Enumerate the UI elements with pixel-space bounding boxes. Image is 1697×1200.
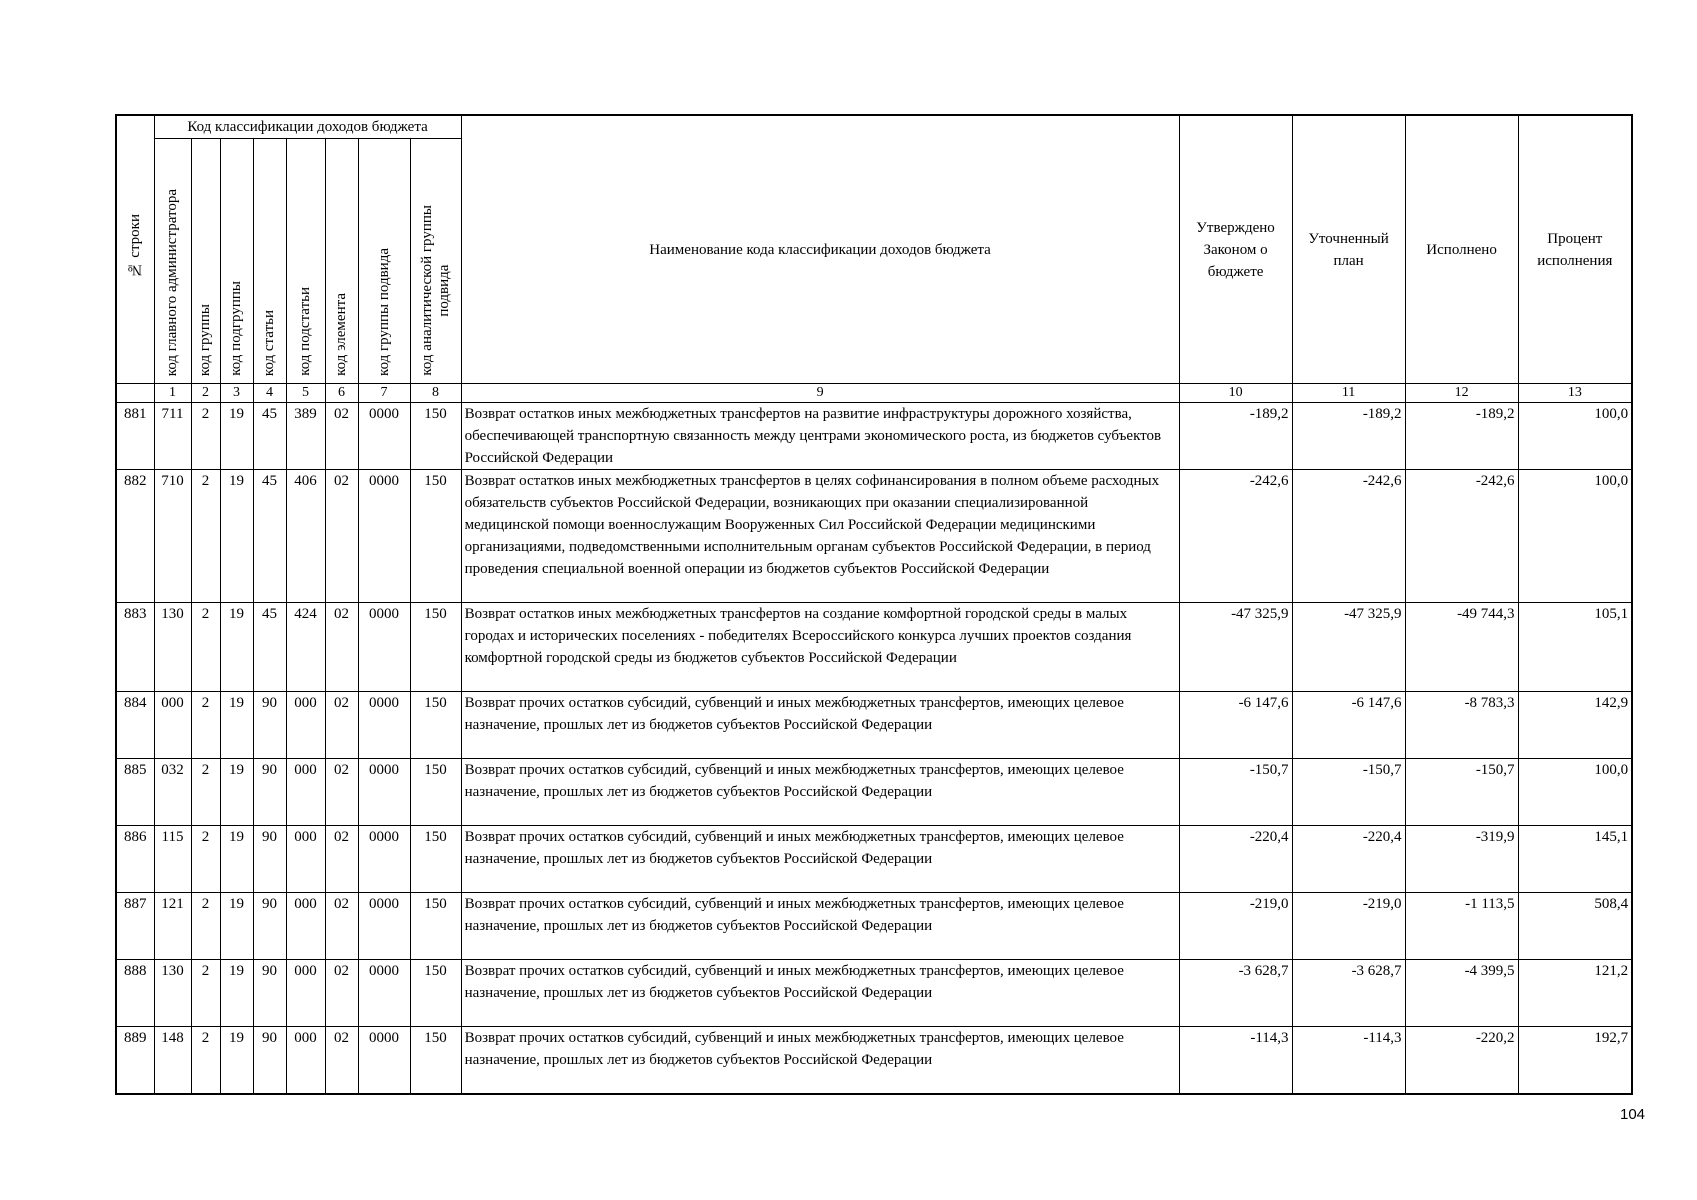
column-number: 3 (220, 384, 253, 403)
percent-column-header: Процент исполнения (1518, 115, 1632, 384)
analytic-group-code-cell: 150 (410, 960, 461, 1027)
executed-value-cell: -49 744,3 (1405, 603, 1518, 692)
subarticle-code-cell: 000 (286, 759, 325, 826)
table-row (116, 692, 1632, 759)
subarticle-code-cell: 424 (286, 603, 325, 692)
plan-value-cell: -242,6 (1292, 470, 1405, 603)
subgroup-code-header: код подгруппы (220, 139, 253, 384)
revenue-name-cell: Возврат остатков иных межбюджетных трансфертов на создание комфортной городской среды в малых городах и исторических поселениях - победителях Всероссийского конкурса лучших проектов создания комфортной городской среды из бюджетов субъектов Российской Федерации (461, 603, 1179, 692)
subtype-group-code-cell: 0000 (358, 960, 410, 1027)
approved-value-cell: -47 325,9 (1179, 603, 1292, 692)
row-number-cell: 882 (116, 470, 154, 603)
element-code-header: код элемента (325, 139, 358, 384)
article-code-cell: 90 (253, 960, 286, 1027)
article-code-cell: 90 (253, 893, 286, 960)
analytic-group-code-cell: 150 (410, 759, 461, 826)
budget-revenue-table (115, 114, 1633, 1095)
column-number: 2 (191, 384, 220, 403)
percent-value-cell: 100,0 (1518, 403, 1632, 470)
column-number: 12 (1405, 384, 1518, 403)
executed-value-cell: -150,7 (1405, 759, 1518, 826)
group-code-cell: 2 (191, 960, 220, 1027)
element-code-cell: 02 (325, 692, 358, 759)
column-number (116, 384, 154, 403)
percent-value-cell: 100,0 (1518, 759, 1632, 826)
approved-value-cell: -114,3 (1179, 1027, 1292, 1095)
article-code-header: код статьи (253, 139, 286, 384)
executed-column-header: Исполнено (1405, 115, 1518, 384)
subgroup-code-cell: 19 (220, 470, 253, 603)
revenue-name-cell: Возврат прочих остатков субсидий, субвенций и иных межбюджетных трансфертов, имеющих целевое назначение, прошлых лет из бюджетов субъектов Российской Федерации (461, 826, 1179, 893)
row-number-cell: 889 (116, 1027, 154, 1095)
subarticle-code-header: код подстатьи (286, 139, 325, 384)
article-code-cell: 90 (253, 759, 286, 826)
row-number-cell: 888 (116, 960, 154, 1027)
group-code-header: код группы (191, 139, 220, 384)
subarticle-code-cell: 406 (286, 470, 325, 603)
column-number: 7 (358, 384, 410, 403)
article-code-cell: 45 (253, 470, 286, 603)
plan-value-cell: -3 628,7 (1292, 960, 1405, 1027)
analytic-group-code-cell: 150 (410, 403, 461, 470)
executed-value-cell: -189,2 (1405, 403, 1518, 470)
admin-code-cell: 711 (154, 403, 191, 470)
analytic-group-code-cell: 150 (410, 603, 461, 692)
group-code-cell: 2 (191, 893, 220, 960)
admin-code-cell: 130 (154, 960, 191, 1027)
percent-value-cell: 121,2 (1518, 960, 1632, 1027)
subtype-group-code-cell: 0000 (358, 1027, 410, 1095)
plan-value-cell: -47 325,9 (1292, 603, 1405, 692)
table-row (116, 826, 1632, 893)
subtype-group-code-cell: 0000 (358, 470, 410, 603)
percent-value-cell: 145,1 (1518, 826, 1632, 893)
table-row (116, 470, 1632, 603)
row-number-cell: 884 (116, 692, 154, 759)
admin-code-cell: 710 (154, 470, 191, 603)
analytic-group-code-cell: 150 (410, 692, 461, 759)
article-code-cell: 90 (253, 1027, 286, 1095)
admin-code-cell: 121 (154, 893, 191, 960)
revenue-name-cell: Возврат прочих остатков субсидий, субвенций и иных межбюджетных трансфертов, имеющих целевое назначение, прошлых лет из бюджетов субъектов Российской Федерации (461, 960, 1179, 1027)
analytic-group-code-header: код аналитической группы подвида (410, 139, 461, 384)
revenue-name-cell: Возврат прочих остатков субсидий, субвенций и иных межбюджетных трансфертов, имеющих целевое назначение, прошлых лет из бюджетов субъектов Российской Федерации (461, 1027, 1179, 1095)
revenue-name-cell: Возврат прочих остатков субсидий, субвенций и иных межбюджетных трансфертов, имеющих целевое назначение, прошлых лет из бюджетов субъектов Российской Федерации (461, 692, 1179, 759)
column-number: 8 (410, 384, 461, 403)
article-code-cell: 45 (253, 403, 286, 470)
row-number-cell: 886 (116, 826, 154, 893)
group-code-cell: 2 (191, 470, 220, 603)
revenue-name-cell: Возврат прочих остатков субсидий, субвенций и иных межбюджетных трансфертов, имеющих целевое назначение, прошлых лет из бюджетов субъектов Российской Федерации (461, 893, 1179, 960)
analytic-group-code-cell: 150 (410, 1027, 461, 1095)
plan-column-header: Уточненный план (1292, 115, 1405, 384)
page-number: 104 (1620, 1106, 1646, 1123)
executed-value-cell: -1 113,5 (1405, 893, 1518, 960)
subtype-group-code-cell: 0000 (358, 826, 410, 893)
element-code-cell: 02 (325, 826, 358, 893)
percent-value-cell: 508,4 (1518, 893, 1632, 960)
plan-value-cell: -189,2 (1292, 403, 1405, 470)
row-number-cell: 887 (116, 893, 154, 960)
approved-value-cell: -150,7 (1179, 759, 1292, 826)
subgroup-code-cell: 19 (220, 960, 253, 1027)
table-row (116, 1027, 1632, 1095)
column-number: 4 (253, 384, 286, 403)
admin-code-cell: 130 (154, 603, 191, 692)
row-number-cell: 881 (116, 403, 154, 470)
admin-code-cell: 148 (154, 1027, 191, 1095)
admin-code-cell: 000 (154, 692, 191, 759)
approved-value-cell: -219,0 (1179, 893, 1292, 960)
plan-value-cell: -6 147,6 (1292, 692, 1405, 759)
group-code-cell: 2 (191, 826, 220, 893)
subtype-group-code-cell: 0000 (358, 403, 410, 470)
plan-value-cell: -114,3 (1292, 1027, 1405, 1095)
group-code-cell: 2 (191, 692, 220, 759)
subarticle-code-cell: 000 (286, 692, 325, 759)
group-code-cell: 2 (191, 759, 220, 826)
column-number-row (116, 384, 1632, 403)
column-number: 9 (461, 384, 1179, 403)
table-row (116, 759, 1632, 826)
row-number-cell: 885 (116, 759, 154, 826)
executed-value-cell: -319,9 (1405, 826, 1518, 893)
subtype-group-code-cell: 0000 (358, 759, 410, 826)
approved-value-cell: -189,2 (1179, 403, 1292, 470)
analytic-group-code-cell: 150 (410, 826, 461, 893)
analytic-group-code-cell: 150 (410, 893, 461, 960)
row-number-cell: 883 (116, 603, 154, 692)
plan-value-cell: -150,7 (1292, 759, 1405, 826)
article-code-cell: 90 (253, 692, 286, 759)
element-code-cell: 02 (325, 893, 358, 960)
admin-code-cell: 032 (154, 759, 191, 826)
admin-code-cell: 115 (154, 826, 191, 893)
percent-value-cell: 105,1 (1518, 603, 1632, 692)
approved-value-cell: -6 147,6 (1179, 692, 1292, 759)
table-row (116, 403, 1632, 470)
plan-value-cell: -219,0 (1292, 893, 1405, 960)
classification-code-group-header: Код классификации доходов бюджета (154, 115, 461, 139)
approved-value-cell: -242,6 (1179, 470, 1292, 603)
subgroup-code-cell: 19 (220, 1027, 253, 1095)
article-code-cell: 90 (253, 826, 286, 893)
subgroup-code-cell: 19 (220, 692, 253, 759)
name-column-header: Наименование кода классификации доходов бюджета (461, 115, 1179, 384)
group-code-cell: 2 (191, 603, 220, 692)
subgroup-code-cell: 19 (220, 603, 253, 692)
column-number: 5 (286, 384, 325, 403)
executed-value-cell: -4 399,5 (1405, 960, 1518, 1027)
group-code-cell: 2 (191, 1027, 220, 1095)
percent-value-cell: 142,9 (1518, 692, 1632, 759)
executed-value-cell: -8 783,3 (1405, 692, 1518, 759)
approved-column-header: Утверждено Законом о бюджете (1179, 115, 1292, 384)
analytic-group-code-cell: 150 (410, 470, 461, 603)
column-number: 6 (325, 384, 358, 403)
subarticle-code-cell: 000 (286, 960, 325, 1027)
subgroup-code-cell: 19 (220, 759, 253, 826)
column-number: 1 (154, 384, 191, 403)
article-code-cell: 45 (253, 603, 286, 692)
subarticle-code-cell: 000 (286, 893, 325, 960)
column-number: 10 (1179, 384, 1292, 403)
revenue-name-cell: Возврат остатков иных межбюджетных трансфертов на развитие инфраструктуры дорожного хозяйства, обеспечивающей транспортную связанность между центрами экономического роста, из бюджетов субъектов Российской Федерации (461, 403, 1179, 470)
subgroup-code-cell: 19 (220, 893, 253, 960)
percent-value-cell: 100,0 (1518, 470, 1632, 603)
column-number: 11 (1292, 384, 1405, 403)
element-code-cell: 02 (325, 603, 358, 692)
table-row (116, 893, 1632, 960)
subarticle-code-cell: 000 (286, 826, 325, 893)
plan-value-cell: -220,4 (1292, 826, 1405, 893)
table-row (116, 603, 1632, 692)
subtype-group-code-cell: 0000 (358, 603, 410, 692)
executed-value-cell: -220,2 (1405, 1027, 1518, 1095)
subtype-group-code-header: код группы подвида (358, 139, 410, 384)
revenue-name-cell: Возврат остатков иных межбюджетных трансфертов в целях софинансирования в полном объеме расходных обязательств субъектов Российской Федерации, возникающих при оказании специализированной медицинской помощи военнослужащим Вооруженных Сил Российской Федерации медицинскими организациями, подведомственными исполнительным органам субъектов Российской Федерации, в период проведения специальной военной операции из бюджетов субъектов Российской Федерации (461, 470, 1179, 603)
subgroup-code-cell: 19 (220, 403, 253, 470)
subarticle-code-cell: 000 (286, 1027, 325, 1095)
approved-value-cell: -220,4 (1179, 826, 1292, 893)
element-code-cell: 02 (325, 403, 358, 470)
percent-value-cell: 192,7 (1518, 1027, 1632, 1095)
row-number-header: № строки (116, 115, 154, 384)
element-code-cell: 02 (325, 960, 358, 1027)
element-code-cell: 02 (325, 470, 358, 603)
column-number: 13 (1518, 384, 1632, 403)
executed-value-cell: -242,6 (1405, 470, 1518, 603)
admin-code-header: код главного администратора (154, 139, 191, 384)
subtype-group-code-cell: 0000 (358, 692, 410, 759)
subtype-group-code-cell: 0000 (358, 893, 410, 960)
approved-value-cell: -3 628,7 (1179, 960, 1292, 1027)
element-code-cell: 02 (325, 1027, 358, 1095)
subarticle-code-cell: 389 (286, 403, 325, 470)
table-row (116, 960, 1632, 1027)
subgroup-code-cell: 19 (220, 826, 253, 893)
revenue-name-cell: Возврат прочих остатков субсидий, субвенций и иных межбюджетных трансфертов, имеющих целевое назначение, прошлых лет из бюджетов субъектов Российской Федерации (461, 759, 1179, 826)
element-code-cell: 02 (325, 759, 358, 826)
group-code-cell: 2 (191, 403, 220, 470)
